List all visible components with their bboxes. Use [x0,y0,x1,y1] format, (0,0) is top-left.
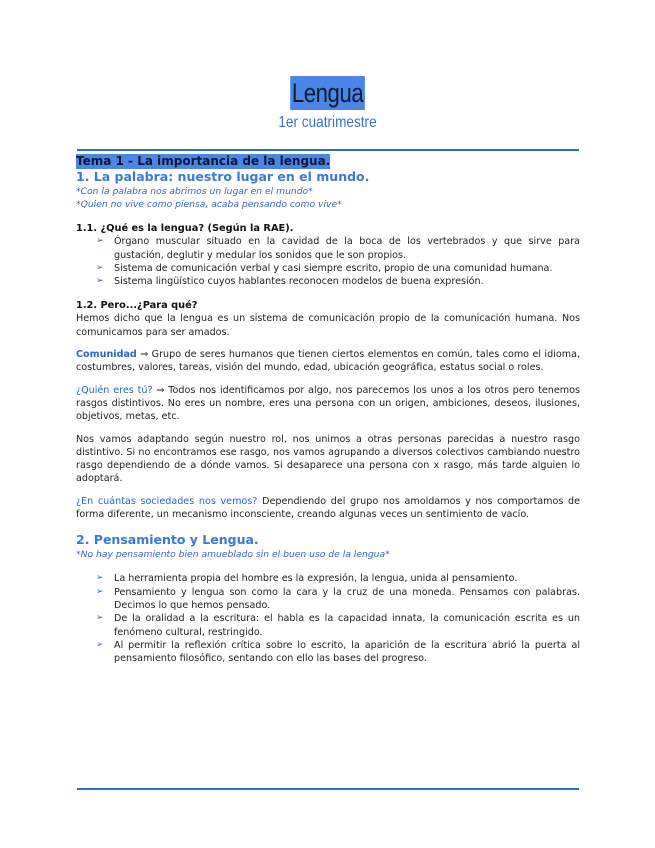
section-1-quote-2: *Quien no vive como piensa, acaba pensando como vive* [76,199,342,211]
comunidad-paragraph: Comunidad ⇒ Grupo de seres humanos que tienen ciertos elementos en común, tales como el idioma, costumbres, valores, tareas, visión del mundo, edad, ubicación geográfica, estatus social o roles. [76,349,580,374]
comunidad-term: Comunidad [76,349,137,361]
list-item: ➢ Sistema de comunicación verbal y casi siempre escrito, propio de una comunidad humana. [96,262,553,274]
subsection-1-2-heading: 1.2. Pero...¿Para qué? [76,300,198,312]
list-item: ➢ La herramienta propia del hombre es la expresión, la lengua, unida al pensamiento. [96,573,518,585]
list-item: ➢ Sistema lingüístico cuyos hablantes reconocen modelos de buena expresión. [96,276,484,288]
arrow-bullet-icon: ➢ [96,573,104,584]
section-2-heading: 2. Pensamiento y Lengua. [76,532,259,548]
footer-divider [77,788,579,790]
pensamiento-list [76,572,580,665]
section-1-heading: 1. La palabra: nuestro lugar en el mundo. [76,169,370,185]
section-2-quote: *No hay pensamiento bien amueblado sin el buen uso de la lengua* [76,549,390,561]
arrow-bullet-icon: ➢ [96,262,104,273]
arrow-bullet-icon: ➢ [96,639,104,650]
document-subtitle: 1er cuatrimestre [278,114,377,131]
intro-paragraph: Hemos dicho que la lengua es un sistema de comunicación propio de la comunicación humana. Nos comunicamos para ser amados. [76,313,580,338]
quien-paragraph: ¿Quién eres tú? ⇒ Todos nos identificamos por algo, nos parecemos los unos a los otros pero tenemos rasgos distintivos. No eres un nombre, eres una persona con un origen, ambiciones, deseos, ilusiones, objetivos, metas, etc. [76,384,580,423]
header-divider [77,149,579,151]
sociedades-paragraph: ¿En cuántas sociedades nos vemos? Dependiendo del grupo nos amoldamos y nos comportamos de forma diferente, un mecanismo inconsciente, creando algunas veces un sentimiento de vacío. [76,495,581,521]
list-item: ➢ De la oralidad a la escritura: el habla es la capacidad innata, la comunicación escrita es un fenómeno cultural, restringido. [96,613,580,638]
arrow-bullet-icon: ➢ [96,236,104,247]
section-1-quote-1: *Con la palabra nos abrimos un lugar en el mundo* [76,186,313,198]
arrow-bullet-icon: ➢ [96,586,104,597]
list-item: ➢ Pensamiento y lengua son como la cara y la cruz de una moneda. Pensamos con palabras. Decimos lo que hemos pensado. [96,586,580,611]
topic-title: Tema 1 - La importancia de la lengua. [76,154,331,168]
sociedades-term: ¿En cuántas sociedades nos vemos? [76,495,258,507]
document-body [76,154,580,665]
arrow-bullet-icon: ➢ [96,613,104,624]
rol-paragraph: Nos vamos adaptando según nuestro rol, nos unimos a otras personas parecidas a nuestro rasgo distintivo. Si no encontramos ese rasgo, nos vamos agrupando a diversos colectivos cambiando nuestro rasgo dependiendo de a dónde vamos. Si desaparece una persona con x rasgo, más tarde alguien lo adoptará. [76,433,580,485]
rae-definition-list [76,235,580,288]
subsection-1-1-heading: 1.1. ¿Qué es la lengua? (Según la RAE). [76,223,294,235]
document-title: Lengua [291,78,364,108]
arrow-bullet-icon: ➢ [96,276,104,287]
list-item: ➢ Órgano muscular situado en la cavidad de la boca de los vertebrados y que sirve para gustación, deglutir y medular los sonidos que le son propios. [96,236,580,261]
document-header [0,76,655,132]
quien-term: ¿Quién eres tú? [76,384,153,396]
list-item: ➢ Al permitir la reflexión crítica sobre lo escrito, la aparición de la escritura abrió la puerta al pensamiento filosófico, sentando con ello las bases del progreso. [96,639,580,665]
